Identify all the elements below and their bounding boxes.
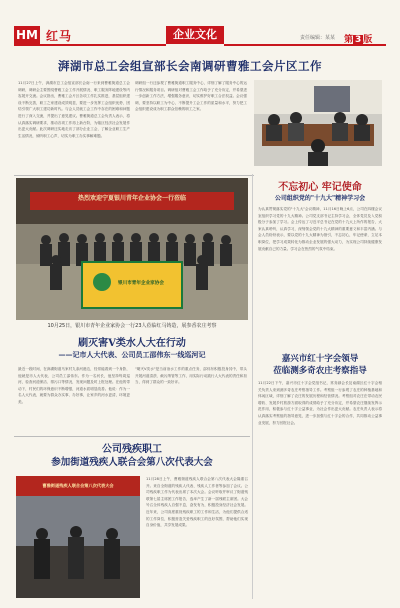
page-number: 第 3 版 (344, 35, 373, 45)
article2-col1: 最近一段时间，在湃湖街道马家村九条河港边，经常能看到一个身影，他就是市人大代表、公司员工邵伟东。作为一名河长，他坚持每周巡河，检查河道保洁、排污口等情况，发现问题及时上报处理。在他的带动下，村民们的环保意识不断增强，河道水质明显改善。他说：作为一名人大代表，就要为群众办实事、办好事，让家乡的河水更清，环境更美。 (18, 367, 130, 404)
article2-subheadline: ——记市人大代表、公司员工邵伟东一线巡河记 (58, 350, 206, 359)
congress-banner: 曹雅街道残疾人联合会第八次代表大会 (42, 483, 114, 488)
editor-credit: 责任编辑：某某 (300, 35, 336, 41)
logo-mark: HM (14, 26, 40, 44)
photo-caption: 10月25日，银川市青年企业家协会一行23人莅临红马铸造，展参香农庄考察 (47, 323, 217, 329)
flag-text: 银川市青年企业家协会 (118, 281, 164, 286)
article1-col2: 调研组一行还参观了曹雅街道职工服务中心，详细了解了服务中心的运行情况和服务项目。调研组对曹雅工会工作给予了充分肯定，并希望进一步创新工作方法，增强服务意识，切实维护好职工合法权益。会议强调，要坚持以职工为中心，不断提升工会工作的质量和水平，努力把工会组织建设成为职工群众信赖的职工之家。 (135, 81, 247, 112)
right-subheadline: 公司组织党的"十九大"精神学习会 (274, 195, 366, 202)
article3-subheadline: 参加街道残疾人联合会第八次代表大会 (51, 457, 213, 468)
congress-photo (16, 476, 140, 598)
right-article2-body: 11月22日下午，嘉兴市红十字会党组书记、常务副会长及南湖区红十字会相关负责人来到测多奇农庄考察指导工作。考察组一行参观了农庄的种植基地和休闲区域，详细了解了农庄的发展历程和经营情况。考察组对农庄在带动农民增收、发展乡村旅游方面取得的成绩给予了充分肯定，并希望农庄继续发挥示范作用，积极参与红十字公益事业，为社会作出更大贡献。农庄负责人表示将认真落实考察组的指导意见，进一步加强与红十字会的合作，共同推动公益事业发展，努力回报社会。 (258, 381, 382, 425)
photo-banner: 热烈欢迎宁夏银川青年企业协会一行莅临 (77, 195, 186, 202)
column-divider (252, 174, 253, 599)
logo-name: 红马 (46, 29, 73, 43)
article1-col1: 11月27日上午，湃湖市总工会组宣部长会南一行来到曹雅街道总工会调研，调研会主要围绕曹雅工会工作开展情况、职工服务阵地建设等内容展开交流。会议指出，曹雅工会片区各项工作扎实推进，基层组织建设不断完善，职工之家建设成效明显，要进一步发挥工会组织优势，团结引领广大职工建功新时代。与会人员就工会工作中存在的困难和问题进行了深入交流，并提出了意见建议。曹雅街道总工会负责人表示，将认真落实调研要求，推动各项工作再上新台阶，为辖区经济社会发展作出更大贡献。此次调研还实地走访了部分企业工会，了解企业职工生产生活情况，倾听职工心声，切实为职工办实事解难题。 (18, 81, 130, 138)
section-tab: 企业文化 (166, 26, 224, 44)
divider (14, 175, 254, 176)
article3-body: 11月28日上午，曹雅街道残疾人联合会第八次代表大会隆重召开。来自全街道的残疾人代表、残疾人工作者等参加了会议。公司残疾职工作为代表出席了本次大会。会议听取并审议了街道残联第七届主席团工作报告，选举产生了新一届残联主席团。大会号召全体残疾人自强不息，奋发有为，积极投身经济社会发展。近年来，公司高度重视残疾职工的工作和生活，为他们提供合适的工作岗位，积极营造关爱残疾职工的良好氛围，帮助他们实现自身价值，共享发展成果。 (146, 477, 248, 528)
header-rule-left (14, 44, 166, 46)
article2-col2: "刷灭Ⅴ类水"是当前治水工作的重点任务，邵伟东积极投身其中，带头开展河道清淤、截污纳管等工作，用实际行动践行人大代表的责任和担当，得到了群众的一致好评。 (135, 367, 247, 385)
right-headline2-line2: 莅临测多奇农庄考察指导 (273, 366, 367, 376)
article3-headline: 公司残疾职工 (102, 444, 162, 455)
main-headline: 湃湖市总工会组宣部长会南调研曹雅工会片区工作 (58, 59, 322, 73)
article2-headline: 刷灭害Ⅴ类水人大在行动 (78, 338, 186, 349)
divider (14, 436, 250, 437)
right-headline2: 嘉兴市红十字会领导 (281, 354, 359, 364)
meeting-photo (254, 80, 382, 166)
right-headline: 不忘初心 牢记使命 (278, 182, 362, 193)
right-article-body: 为认真贯彻落实党的"十九大"会议精神，11月16日晚上6点，公司在四楼会议室组织学习党的十九大精神。公司党支部书记主持学习会，全体党员及入党积极分子参加了学习。会上传达了习近平总书记在党的十九大上所作的报告，大家认真聆听，认真学习，深刻领会党的十九大精神的重要意义和丰富内涵。与会人员纷纷表示，要以党的十九大精神为指引，不忘初心，牢记使命，立足本职岗位，把学习成果转化为推动企业发展的强大动力，为实现公司持续健康发展贡献自己的力量。学习会在热烈的气氛中结束。 (258, 207, 382, 251)
